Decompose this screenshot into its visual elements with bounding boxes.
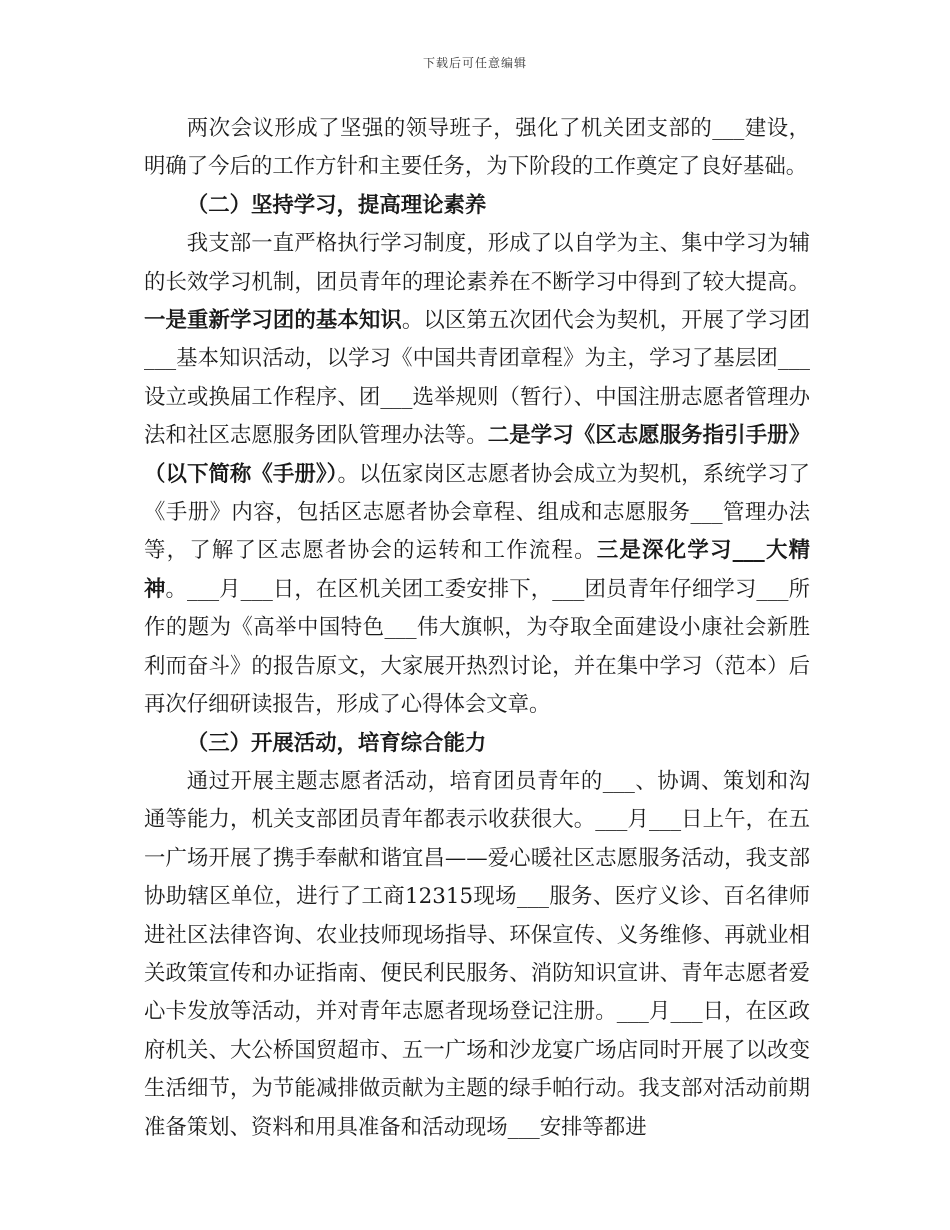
- document-body: [144, 110, 810, 1147]
- study-point-three-detail: 。___月___日，在区机关团工委安排下，___团员青年仔细学习___所作的题为《高举中国特色___伟大旗帜，为夺取全面建设小康社会新胜利而奋斗》的报告原文，大家展开热烈讨论，并在集中学习（范本）后再次仔细研读报告，形成了心得体会文章。: [144, 576, 810, 718]
- study-point-two-detail: 。以伍家岗区志愿者协会成立为契机，系统学习了《手册》内容，包括区志愿者协会章程、组成和志愿服务___管理办法等，了解了区志愿者协会的运转和工作流程。: [144, 461, 810, 564]
- study-point-three: 三是深化学习___大精神: [144, 538, 810, 602]
- paragraph-meeting-summary: 两次会议形成了坚强的领导班子，强化了机关团支部的___建设，明确了今后的工作方针和主要任务，为下阶段的工作奠定了良好基础。: [144, 116, 810, 180]
- study-point-two: 二是学习《区志愿服务指引手册》（以下简称《手册》）: [144, 423, 810, 487]
- paragraph-activities: 通过开展主题志愿者活动，培育团员青年的___、协调、策划和沟通等能力，机关支部团员青年都表示收获很大。___月___日上午，在五一广场开展了携手奉献和谐宜昌——爱心暖社区志愿服务活动，我支部协助辖区单位，进行了工商12315现场___服务、医疗义诊、百名律师进社区法律咨询、农业技师现场指导、环保宣传、义务维修、再就业相关政策宣传和办证指南、便民利民服务、消防知识宣讲、青年志愿者爱心卡发放等活动，并对青年志愿者现场登记注册。___月___日，在区政府机关、大公桥国贸超市、五一广场和沙龙宴广场店同时开展了以改变生活细节，为节能减排做贡献为主题的绿手帕行动。我支部对活动前期准备策划、资料和用具准备和活动现场___安排等都进: [144, 768, 810, 1140]
- page-header: 下载后可任意编辑: [422, 56, 527, 70]
- paragraph-study: [144, 225, 810, 724]
- section-heading-activities: （三）开展活动，培育综合能力: [186, 730, 487, 756]
- study-intro-text: 我支部一直严格执行学习制度，形成了以自学为主、集中学习为辅的长效学习机制，团员青年的理论素养在不断学习中得到了较大提高。: [144, 231, 810, 295]
- study-point-one: 一是重新学习团的基本知识: [144, 308, 402, 334]
- study-point-one-detail: 。以区第五次团代会为契机，开展了学习团___基本知识活动，以学习《中国共青团章程》为主，学习了基层团___设立或换届工作程序、团___选举规则（暂行）、中国注册志愿者管理办法和社区志愿服务团队管理办法等。: [144, 308, 810, 449]
- section-heading-study: （二）坚持学习，提高理论素养: [186, 192, 487, 218]
